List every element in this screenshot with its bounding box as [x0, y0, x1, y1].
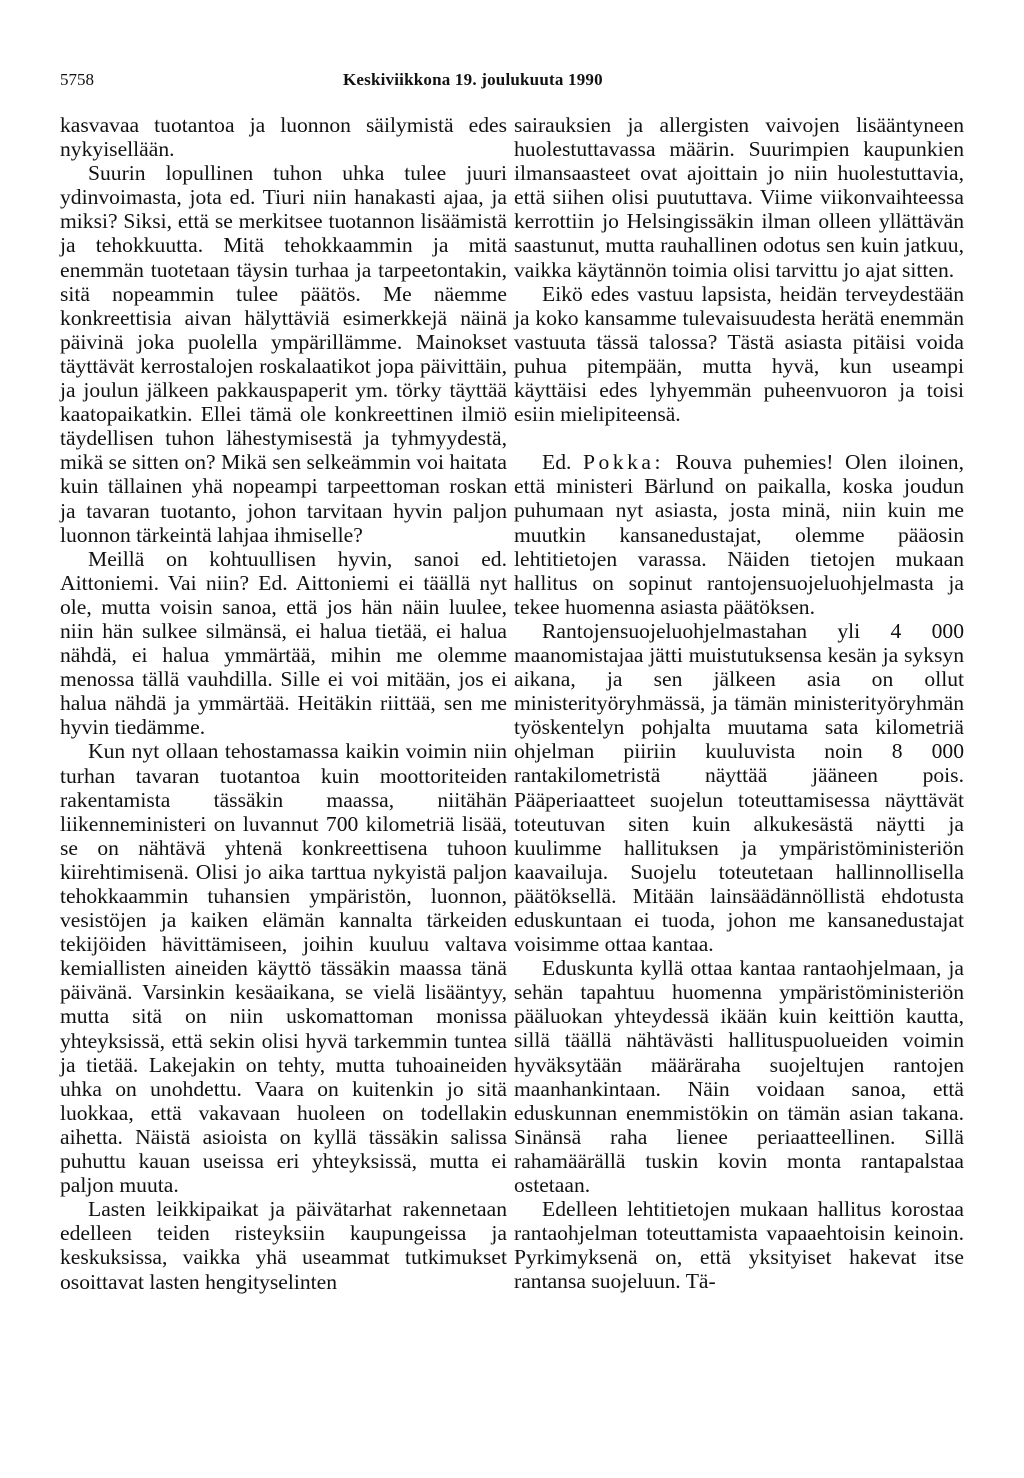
paragraph: kasvavaa tuotantoa ja luonnon säilymistä edes nykyisellään.	[60, 113, 507, 162]
left-column	[60, 113, 507, 1294]
speaker-prefix: Ed.	[542, 450, 572, 475]
right-column	[514, 113, 964, 1294]
paragraph: sairauksien ja allergisten vaivojen lisääntyneen huolestuttavassa määrin. Suurimpien kaupunkien ilmansaasteet ovat ajoittain jo niin huolestuttavia, että siihen olisi puututtava. Viime viikonvaihteessa kerrottiin jo Helsingissäkin ilman olleen yllättävän saastunut, mutta rauhallinen odotus sen kuin jatkuu, vaikka käytännön toimia olisi tarvittu jo ajat sitten.	[514, 113, 964, 282]
page-header	[60, 66, 960, 94]
paragraph: Rantojensuojeluohjelmastahan yli 4 000 maanomistajaa jätti muistutuksensa kesän ja syksyn aikana, ja sen jälkeen asia on ollut ministerityöryhmässä, ja tämän ministerityöryhmän työskentelyn pohjalta muutama sata kilometriä ohjelman piiriin kuuluvista noin 8 000 rantakilometristä näyttää jääneen pois. Pääperiaatteet suojelun toteuttamisessa näyttävät toteutuvan siten kuin alkukesästä näytti ja kuulimme hallituksen ja ympäristöministeriön kaavailuja. Suojelu toteutetaan hallinnollisella päätöksellä. Mitään lainsäädännöllistä ehdotusta eduskuntaan ei tuoda, johon me kansanedustajat voisimme ottaa kantaa.	[514, 618, 964, 957]
paragraph: Lasten leikkipaikat ja päivätarhat rakennetaan edelleen teiden risteyksiin kaupungeissa ja keskuksissa, vaikka yhä useammat tutkimukset osoittavat lasten hengityselinten	[60, 1197, 507, 1294]
speaker-text: Rouva puhemies! Olen iloinen, että ministeri Bärlund on paikalla, koska joudun puhumaan nyt asiasta, josta minä, niin kuin me muutkin kansanedustajat, olemme pääosin lehtitietojen varassa. Näiden tietojen mukaan hallitus on sopinut rantojensuojeluohjelmasta ja tekee huomenna asiasta päätöksen.	[514, 450, 964, 619]
page-number: 5758	[60, 70, 94, 89]
paragraph: Suurin lopullinen tuhon uhka tulee juuri ydinvoimasta, jota ed. Tiuri niin hanakasti ajaa, ja miksi? Siksi, että se merkitsee tuotannon lisäämistä ja tehokkuutta. Mitä tehokkaammin ja mitä enemmän tuotetaan täysin turhaa ja tarpeetontakin, sitä nopeammin tulee päätös. Me näemme konkreettisia aivan hälyttäviä esimerkkejä näinä päivinä joka puolella ympärillämme. Mainokset täyttävät kerrostalojen roskalaatikot jopa päivittäin, ja joulun jälkeen pakkauspaperit ym. törky täyttää kaatopaikatkin. Ellei tämä ole konkreettinen ilmiö täydellisen tuhon lähestymisestä ja tyhmyydestä, mikä se sitten on? Mikä sen selkeämmin voi haitata kuin tällainen yhä nopeampi tarpeettoman roskan ja tavaran tuotanto, johon tarvitaan hyvin paljon luonnon tärkeintä lahjaa ihmiselle?	[60, 161, 507, 547]
speaker-paragraph	[514, 450, 964, 619]
paragraph: Kun nyt ollaan tehostamassa kaikin voimin niin turhan tavaran tuotantoa kuin moottoriteiden rakentamista tässäkin maassa, niitähän liikenneministeri on luvannut 700 kilometriä lisää, se on nähtävä yhtenä konkreettisena tuhoon kiirehtimisenä. Olisi jo aika tarttua nykyistä paljon tehokkaammin tuhansien ympäristön, luonnon, vesistöjen ja kaiken elämän kannalta tärkeiden tekijöiden hävittämiseen, joihin kuuluu valtava kemiallisten aineiden käyttö tässäkin maassa tänä päivänä. Varsinkin kesäaikana, se vielä lisääntyy, mutta sitä on niin uskomattoman monissa yhteyksissä, että sekin olisi hyvä tarkemmin tuntea ja tietää. Lakejakin on tehty, mutta tuhoaineiden uhka on unohdettu. Vaara on kuitenkin jo sitä luokkaa, että vakavaan huoleen on todellakin aihetta. Näistä asioista on kyllä tässäkin salissa puhuttu kauan useissa eri yhteyksissä, mutta ei paljon muuta.	[60, 739, 507, 1198]
paragraph: Eikö edes vastuu lapsista, heidän terveydestään ja koko kansamme tulevaisuudesta herätä enemmän vastuuta tässä talossa? Tästä asiasta pitäisi voida puhua pitempään, mutta hyvä, kun useampi käyttäisi edes lyhyemmän puheenvuoron ja toisi esiin mielipiteensä.	[514, 281, 964, 427]
paragraph: Eduskunta kyllä ottaa kantaa rantaohjelmaan, ja sehän tapahtuu huomenna ympäristöministeriön pääluokan yhteydessä ikään kuin keittiön kautta, sillä täällä nähtävästi hallituspuolueiden voimin hyväksytään määräraha suojeltujen rantojen maanhankintaan. Näin voidaan sanoa, että eduskunnan enemmistökin on tämän asian takana. Sinänsä raha lienee periaatteellinen. Sillä rahamäärällä tuskin kovin monta rantapalstaa ostetaan.	[514, 956, 964, 1198]
paragraph: Edelleen lehtitietojen mukaan hallitus korostaa rantaohjelman toteuttamista vapaaehtoisin keinoin. Pyrkimyksenä on, että yksityiset hakevat itse rantansa suojeluun. Tä-	[514, 1197, 964, 1294]
paragraph: Meillä on kohtuullisen hyvin, sanoi ed. Aittoniemi. Vai niin? Ed. Aittoniemi ei täällä nyt ole, mutta voisin sanoa, että jos hän näin luulee, niin hän sulkee silmänsä, ei halua tietää, ei halua nähdä, ei halua ymmärtää, mihin me olemme menossa tällä vauhdilla. Sille ei voi mitään, jos ei halua nähdä ja ymmärtää. Heitäkin riittää, sen me hyvin tiedämme.	[60, 546, 507, 740]
speaker-name: Pokka:	[582, 450, 664, 475]
running-head: Keskiviikkona 19. joulukuuta 1990	[343, 70, 603, 89]
